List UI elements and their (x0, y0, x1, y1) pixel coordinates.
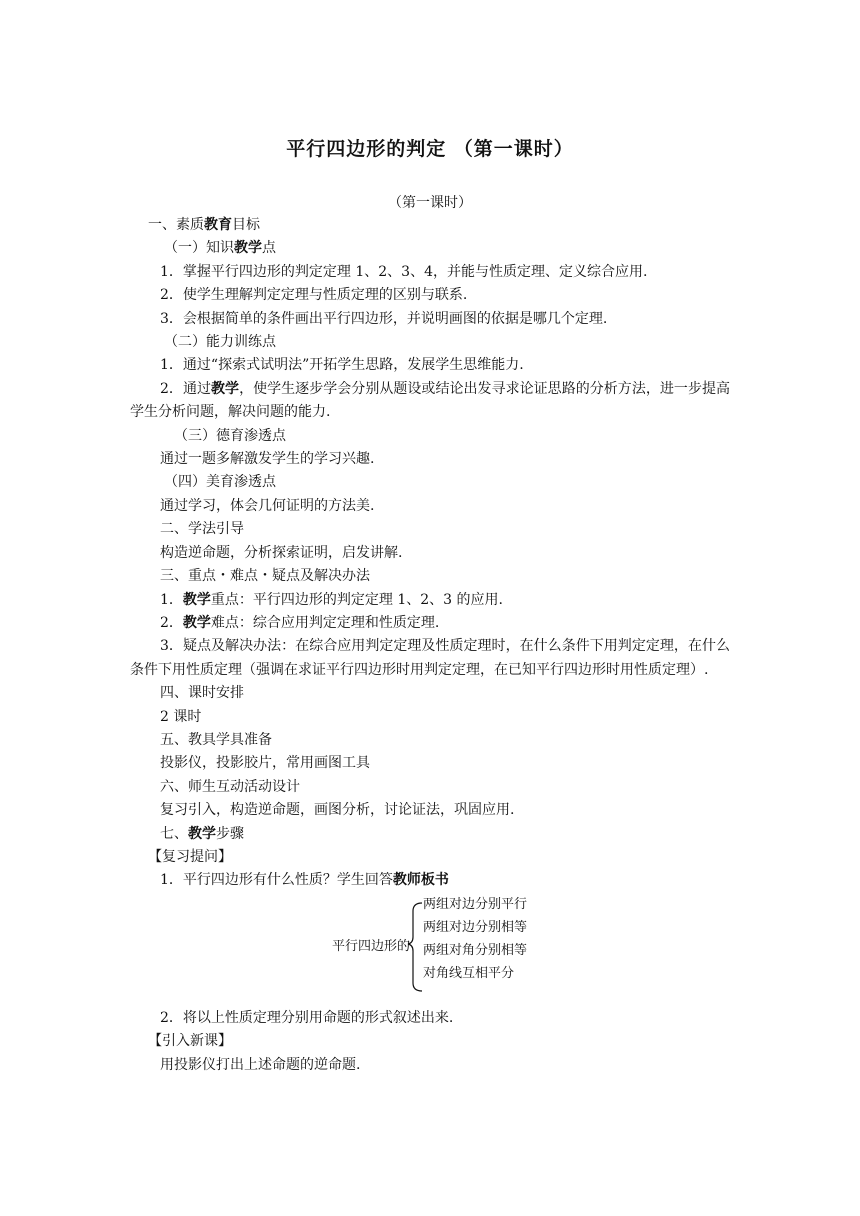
paragraph: 2．将以上性质定理分别用命题的形式叙述出来. (160, 1009, 454, 1026)
subsection-heading: （二）能力训练点 (164, 334, 276, 351)
diagram-item: 对角线互相平分 (423, 965, 515, 981)
paragraph: 通过学习，体会几何证明的方法美. (160, 497, 375, 514)
paragraph: 2 课时 (160, 708, 202, 725)
page-title: 平行四边形的判定 （第一课时） (286, 138, 574, 160)
paragraph: 投影仪，投影胶片，常用画图工具 (160, 755, 370, 772)
diagram-item: 两组对边分别平行 (423, 896, 528, 912)
bracket-heading: 【引入新课】 (148, 1033, 232, 1050)
paragraph: 1．通过“探索式试明法”开拓学生思路，发展学生思维能力. (160, 357, 524, 374)
diagram-label: 平行四边形的 (332, 938, 411, 954)
paragraph: 3．会根据简单的条件画出平行四边形，并说明画图的依据是哪几个定理. (160, 310, 608, 327)
bracket-heading: 【复习提问】 (148, 848, 232, 865)
paragraph: 用投影仪打出上述命题的逆命题. (160, 1056, 361, 1073)
paragraph: 1．教学重点：平行四边形的判定定理 1、2、3 的应用. (160, 591, 503, 608)
subsection-heading: （三）德育渗透点 (174, 427, 286, 444)
section-heading-7: 七、教学步骤 (160, 825, 244, 842)
subsection-heading: （四）美育渗透点 (164, 474, 276, 491)
properties-diagram (130, 897, 730, 1007)
paragraph: 通过一题多解激发学生的学习兴趣. (160, 451, 375, 468)
page-subtitle: （第一课时） (388, 195, 472, 211)
diagram-item: 两组对角分别相等 (423, 942, 528, 958)
section-heading-2: 二、学法引导 (160, 521, 244, 538)
paragraph: 2．教学难点：综合应用判定定理和性质定理. (160, 614, 440, 631)
paragraph: 复习引入，构造逆命题，画图分析，讨论证法，巩固应用. (160, 802, 515, 819)
paragraph: 1．掌握平行四边形的判定定理 1、2、3、4，并能与性质定理、定义综合应用. (160, 263, 648, 280)
section-heading-6: 六、师生互动活动设计 (160, 778, 300, 795)
paragraph: 3．疑点及解决办法：在综合应用判定定理及性质定理时，在什么条件下用判定定理，在什么条件下用性质定理（强调在求证平行四边形时用判定定理，在已知平行四边形时用性质定理）. (130, 638, 730, 678)
subsection-heading: （一）知识教学点 (164, 240, 276, 257)
diagram-item: 两组对边分别相等 (423, 919, 528, 935)
paragraph: 1．平行四边形有什么性质？学生回答教师板书 (160, 872, 449, 889)
paragraph: 2．使学生理解判定定理与性质定理的区别与联系. (160, 287, 468, 304)
section-heading-4: 四、课时安排 (160, 685, 244, 702)
document-body (130, 214, 730, 1077)
section-heading-5: 五、教具学具准备 (160, 731, 272, 748)
section-heading-1: 一、素质教育目标 (148, 217, 260, 233)
paragraph: 2．通过教学，使学生逐步学会分别从题设或结论出发寻求论证思路的分析方法，进一步提高学生分析问题，解决问题的能力. (130, 380, 730, 421)
paragraph: 构造逆命题，分析探索证明，启发讲解. (160, 544, 403, 561)
section-heading-3: 三、重点・难点・疑点及解决办法 (160, 568, 370, 585)
